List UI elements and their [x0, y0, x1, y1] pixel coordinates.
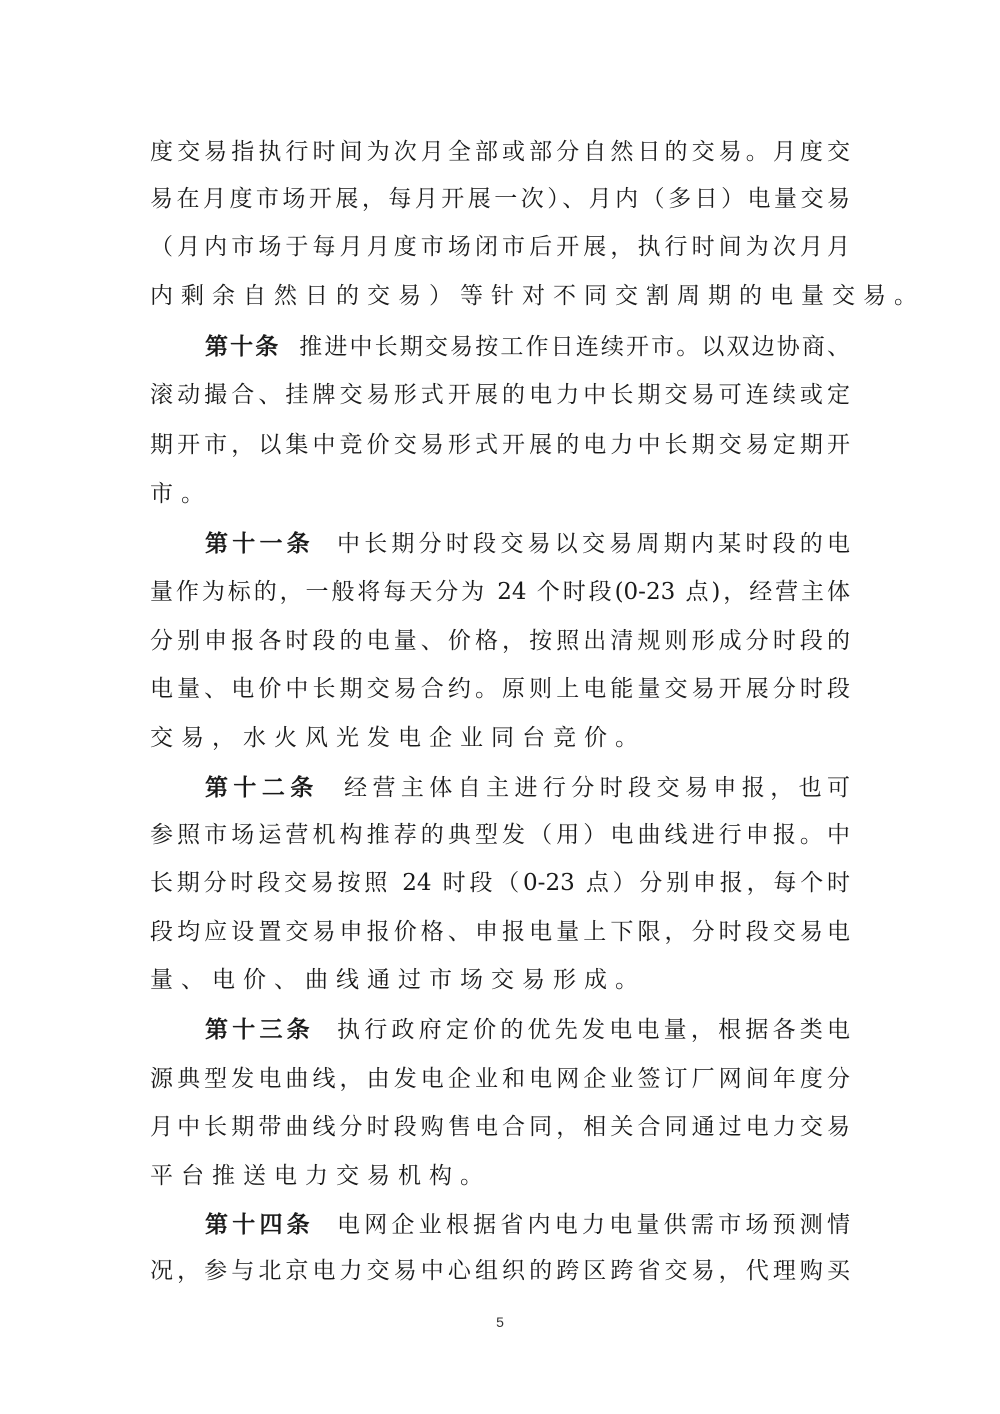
- paragraph-line: 电量、电价中长期交易合约。原则上电能量交易开展分时段: [150, 676, 850, 702]
- article-14-first-line: [205, 1208, 850, 1242]
- page-number: 5: [496, 1314, 504, 1330]
- paragraph-line: 量、电价、曲线通过市场交易形成。: [150, 967, 646, 993]
- article-12-label: 第十二条: [205, 775, 319, 801]
- paragraph-line: 参照市场运营机构推荐的典型发（用）电曲线进行申报。中: [150, 822, 850, 848]
- article-12-first-line: [205, 771, 850, 805]
- article-14-text: 电网企业根据省内电力电量供需市场预测情: [336, 1212, 851, 1238]
- paragraph-line: 度交易指执行时间为次月全部或部分自然日的交易。月度交: [150, 139, 850, 165]
- article-11-label: 第十一条: [205, 531, 314, 557]
- paragraph-line: 量作为标的，一般将每天分为 24 个时段(0-23 点)，经营主体: [150, 579, 850, 605]
- paragraph-line: 期开市，以集中竞价交易形式开展的电力中长期交易定期开: [150, 432, 850, 458]
- paragraph-line: 易在月度市场开展，每月开展一次）、月内（多日）电量交易: [150, 186, 850, 212]
- article-10-label: 第十条: [205, 334, 281, 360]
- paragraph-line: 况，参与北京电力交易中心组织的跨区跨省交易，代理购买: [150, 1258, 850, 1284]
- paragraph-line: 交易，水火风光发电企业同台竞价。: [150, 725, 646, 751]
- paragraph-line: 段均应设置交易申报价格、申报电量上下限，分时段交易电: [150, 919, 850, 945]
- article-13-first-line: [205, 1013, 850, 1047]
- paragraph-line: 平台推送电力交易机构。: [150, 1163, 491, 1189]
- paragraph-line: 长期分时段交易按照 24 时段（0-23 点）分别申报，每个时: [150, 870, 850, 896]
- article-10-first-line: [205, 330, 850, 364]
- article-13-label: 第十三条: [205, 1017, 314, 1043]
- paragraph-line: 分别申报各时段的电量、价格，按照出清规则形成分时段的: [150, 628, 850, 654]
- paragraph-line: 内剩余自然日的交易）等针对不同交割周期的电量交易。: [150, 283, 925, 309]
- article-12-text: 经营主体自主进行分时段交易申报，也可: [344, 775, 851, 801]
- article-11-first-line: [205, 527, 850, 561]
- paragraph-line: 滚动撮合、挂牌交易形式开展的电力中长期交易可连续或定: [150, 382, 850, 408]
- article-14-label: 第十四条: [205, 1212, 314, 1238]
- paragraph-line: （月内市场于每月月度市场闭市后开展，执行时间为次月月: [150, 234, 850, 260]
- article-13-text: 执行政府定价的优先发电电量，根据各类电: [336, 1017, 851, 1043]
- paragraph-line: 市。: [150, 481, 212, 507]
- paragraph-line: 源典型发电曲线，由发电企业和电网企业签订厂网间年度分: [150, 1066, 850, 1092]
- article-11-text: 中长期分时段交易以交易周期内某时段的电: [336, 531, 851, 557]
- paragraph-line: 月中长期带曲线分时段购售电合同，相关合同通过电力交易: [150, 1114, 850, 1140]
- article-10-text: 推进中长期交易按工作日连续开市。以双边协商、: [299, 334, 851, 360]
